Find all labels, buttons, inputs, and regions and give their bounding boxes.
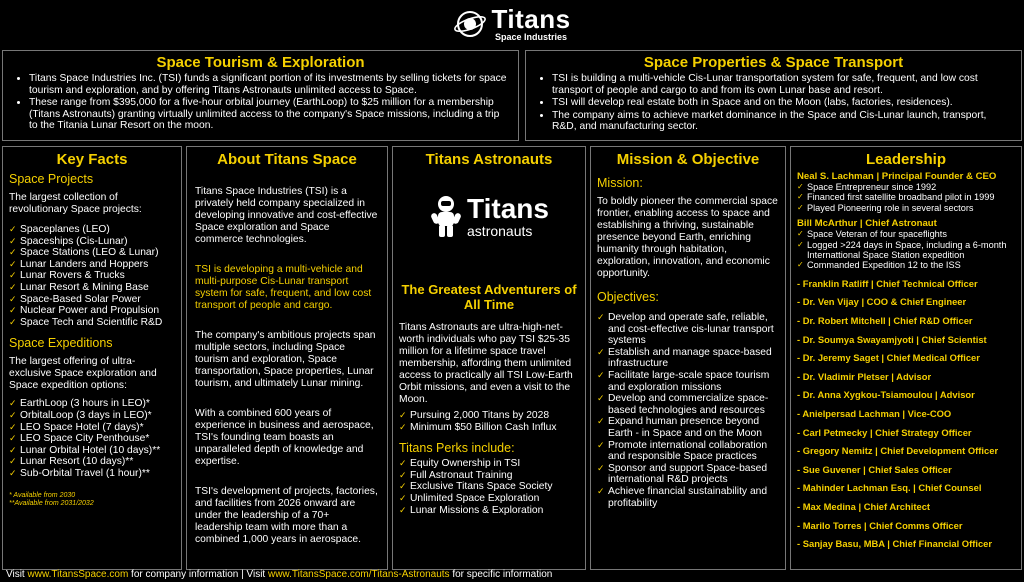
projects-intro: The largest collection of revolutionary Space projects:: [9, 192, 142, 215]
leader-name: Bill McArthur | Chief Astronaut: [797, 218, 937, 230]
leader-entry: - Sanjay Basu, MBA | Chief Financial Officer: [797, 538, 993, 550]
about-column: [186, 146, 388, 570]
list-item: ✓ Exclusive Titans Space Society: [399, 481, 579, 493]
list-item: ✓ Space Tech and Scientific R&D: [9, 317, 175, 329]
leader-entry: - Franklin Ratliff | Chief Technical Officer: [797, 277, 978, 289]
list-item: ✓ Full Astronaut Training: [399, 470, 579, 482]
list-item: ✓ Sub-Orbital Travel (1 hour)**: [9, 468, 175, 480]
leader-name: Neal S. Lachman | Principal Founder & CEO: [797, 171, 997, 182]
list-item: ✓ Space Veteran of four spaceflights: [797, 229, 1015, 239]
list-item: ✓ Logged >224 days in Space, including a 6-month Internattional Space Station expedition: [797, 240, 1015, 261]
list-item: ✓ Lunar Landers and Hoppers: [9, 259, 175, 271]
list-item: • Titans Space Industries Inc. (TSI) funds a significant portion of its investments by selling tickets for space tourism and exploration, and by offering Titans Astronauts unlimited access to Space.: [29, 73, 510, 96]
list-item: ✓ Pursuing 2,000 Titans by 2028: [399, 410, 579, 422]
availability-notes: [9, 492, 175, 508]
list-item: ✓ Nuclear Power and Propulsion: [9, 305, 175, 317]
list-item: ✓ OrbitalLoop (3 days in LEO)*: [9, 410, 175, 422]
astro-logo-title: Titans: [467, 192, 549, 224]
leader-entry: - Dr. Vladimir Pletser | Advisor: [797, 370, 932, 382]
perks-title: Titans Perks include:: [399, 441, 515, 456]
list-item: ✓ Develop and operate safe, reliable, and cost-effective cis-lunar transport systems: [597, 312, 779, 347]
list-item: • TSI will develop real estate both in Space and on the Moon (labs, factories, residences).: [552, 97, 1013, 109]
column-title: Key Facts: [56, 151, 128, 168]
about-paragraph: With a combined 600 years of experience in business and aerospace, TSI's founding team boasts an unparalleled depth of knowledge and expertise.: [195, 408, 374, 467]
list-item: ✓ Unlimited Space Exploration: [399, 493, 579, 505]
list-item: ✓ Expand human presence beyond Earth - in Space and on the Moon: [597, 416, 779, 439]
leader-entry: - Carl Petmecky | Chief Strategy Officer: [797, 426, 972, 438]
objectives-label: Objectives:: [597, 290, 659, 304]
list-item: ✓ Lunar Missions & Exploration: [399, 505, 579, 517]
mission-label: Mission:: [597, 176, 643, 190]
mission-column: [590, 146, 786, 570]
space-properties-section: [525, 50, 1022, 141]
perks-list: [399, 458, 579, 516]
list-item: ✓ Lunar Resort (10 days)**: [9, 456, 175, 468]
leadership-column: [790, 146, 1022, 570]
list-item: ✓ LEO Space Hotel (7 days)*: [9, 422, 175, 434]
projects-list: [9, 224, 175, 328]
footer-text: for specific information: [449, 569, 553, 580]
expeditions-intro: The largest offering of ultra-exclusive Space exploration and Space expedition options:: [9, 356, 157, 392]
list-item: ✓ Commanded Expedition 12 to the ISS: [797, 260, 1015, 270]
about-highlight: TSI is developing a multi-vehicle and multi-purpose Cis-Lunar transport system for safe, frequent, and low cost transport of people and cargo.: [195, 264, 372, 311]
leader-entry: - Marilo Torres | Chief Comms Officer: [797, 519, 963, 531]
leader-entry: - Dr. Robert Mitchell | Chief R&D Officer: [797, 315, 973, 327]
key-facts-column: [2, 146, 182, 570]
list-item: ✓ Promote international collaboration and responsible Space practices: [597, 440, 779, 463]
titans-logo: [453, 6, 570, 42]
header: [0, 0, 1024, 48]
company-link[interactable]: www.TitansSpace.com: [27, 569, 129, 580]
note: **Available from 2031/2032: [9, 499, 94, 507]
footer-text: Visit: [6, 569, 28, 580]
planet-icon: [453, 7, 487, 41]
list-item: ✓ Establish and manage space-based infrastructure: [597, 347, 779, 370]
list-item: ✓ Space-Based Solar Power: [9, 294, 175, 306]
column-title: Leadership: [865, 151, 947, 168]
expeditions-list: [9, 398, 175, 479]
list-item: ✓ Played Pioneering role in several sectors: [797, 203, 1015, 213]
about-paragraph: Titans Space Industries (TSI) is a privately held company specialized in developing innovative and cost-effective Space exploration and Space commerce technologies.: [195, 186, 378, 245]
expeditions-title: Space Expeditions: [9, 336, 113, 351]
leader-entry: - Gregory Nemitz | Chief Development Officer: [797, 445, 999, 457]
mission-text: To boldly pioneer the commercial space frontier, enabling access to space and establishing a thriving, sustainable presence beyond Earth, enriching humanity through habitation, exploration, innovation, and economic opportunity.: [597, 196, 778, 279]
list-item: • These range from $395,000 for a five-hour orbital journey (EarthLoop) to $25 million for a membership (Titans Astronauts) granting virtually unlimited access to the company's Space missions, including a trip to the Titania Lunar Resort on the moon.: [29, 97, 510, 132]
leader-entry: - Anielpersad Lachman | Vice-COO: [797, 408, 952, 419]
list-item: ✓ Lunar Resort & Mining Base: [9, 282, 175, 294]
list-item: • The company aims to achieve market dominance in the Space and Cis-Lunar launch, transport, R&D, and manufacturing sector.: [552, 110, 1013, 133]
astronauts-stats: [399, 410, 579, 433]
list-item: ✓ LEO Space City Penthouse*: [9, 433, 175, 445]
leader-details: [797, 229, 1015, 271]
leader-entry: - Max Medina | Chief Architect: [797, 500, 931, 512]
leader-entry: - Dr. Jeremy Saget | Chief Medical Officer: [797, 352, 980, 364]
list-item: • TSI is building a multi-vehicle Cis-Lunar transportation system for safe, frequent, and low cost transport of people and cargo to and from its own Lunar base and resort.: [552, 73, 1013, 96]
astronauts-link[interactable]: www.TitansSpace.com/Titans-Astronauts: [267, 569, 450, 580]
list-item: ✓ Facilitate large-scale space tourism and exploration missions: [597, 370, 779, 393]
footer: [6, 569, 552, 581]
astronauts-headline: The Greatest Adventurers of All Time: [401, 282, 577, 312]
about-paragraph: TSI's development of projects, factories, and facilities from 2026 onward are under the leadership of a 70+ leadership team with more than a combined 1,000 years in aerospace.: [195, 486, 378, 545]
astro-logo-subtitle: astronauts: [467, 222, 533, 239]
space-tourism-section: [2, 50, 519, 141]
list-item: ✓ Financed first satellite broadband pilot in 1999: [797, 192, 1015, 202]
list-item: ✓ Lunar Rovers & Trucks: [9, 270, 175, 282]
column-title: About Titans Space: [217, 151, 357, 168]
leader-entry: - Dr. Anna Xygkou-Tsiamoulou | Advisor: [797, 389, 975, 401]
list-item: ✓ Spaceships (Cis-Lunar): [9, 236, 175, 248]
leader-entry: - Dr. Ven Vijay | COO & Chief Engineer: [797, 296, 967, 308]
astronauts-description: Titans Astronauts are ultra-high-net-worth individuals who pay TSI $25-35 million for a lifetime space travel membership, affording them unlimited access to practically all TSI Low-Earth Orbit missions, and even a visit to the Moon.: [399, 322, 573, 405]
astronauts-column: [392, 146, 586, 570]
note: * Available from 2030: [9, 491, 76, 499]
list-item: ✓ Equity Ownership in TSI: [399, 458, 579, 470]
projects-title: Space Projects: [9, 172, 94, 186]
list-item: ✓ Space Entrepreneur since 1992: [797, 182, 1015, 192]
list-item: ✓ Space Stations (LEO & Lunar): [9, 247, 175, 259]
leader-details: [797, 182, 1015, 213]
leader-entry: - Mahinder Lachman Esq. | Chief Counsel: [797, 482, 982, 494]
list-item: ✓ Minimum $50 Billion Cash Influx: [399, 422, 579, 434]
section-title: Space Tourism & Exploration: [156, 54, 365, 71]
objectives-list: [597, 312, 779, 509]
column-title: Mission & Objective: [616, 151, 760, 168]
footer-text: for company information | Visit: [128, 569, 268, 580]
list-item: ✓ Lunar Orbital Hotel (10 days)**: [9, 445, 175, 457]
logo-subtitle: Space Industries: [494, 32, 567, 42]
column-title: Titans Astronauts: [425, 151, 553, 168]
leader-entry: - Sue Guvener | Chief Sales Officer: [797, 463, 952, 475]
logo-title: Titans: [491, 4, 571, 34]
list-item: ✓ Develop and commercialize space-based technologies and resources: [597, 393, 779, 416]
astronauts-logo: [399, 194, 579, 238]
list-item: ✓ EarthLoop (3 hours in LEO)*: [9, 398, 175, 410]
list-item: ✓ Achieve financial sustainability and profitability: [597, 486, 779, 509]
properties-bullets: [534, 73, 1013, 133]
leader-entry: - Dr. Soumya Swayamjyoti | Chief Scientist: [797, 333, 987, 345]
tourism-bullets: [11, 73, 510, 132]
section-title: Space Properties & Space Transport: [643, 54, 904, 71]
about-paragraph: The company's ambitious projects span multiple sectors, including Space tourism and exploration, Space transportation, Space properties, Lunar tourism, and ultimately Lunar mining.: [195, 330, 376, 389]
list-item: ✓ Spaceplanes (LEO): [9, 224, 175, 236]
astronaut-icon: [429, 194, 463, 238]
list-item: ✓ Sponsor and support Space-based international R&D projects: [597, 463, 779, 486]
